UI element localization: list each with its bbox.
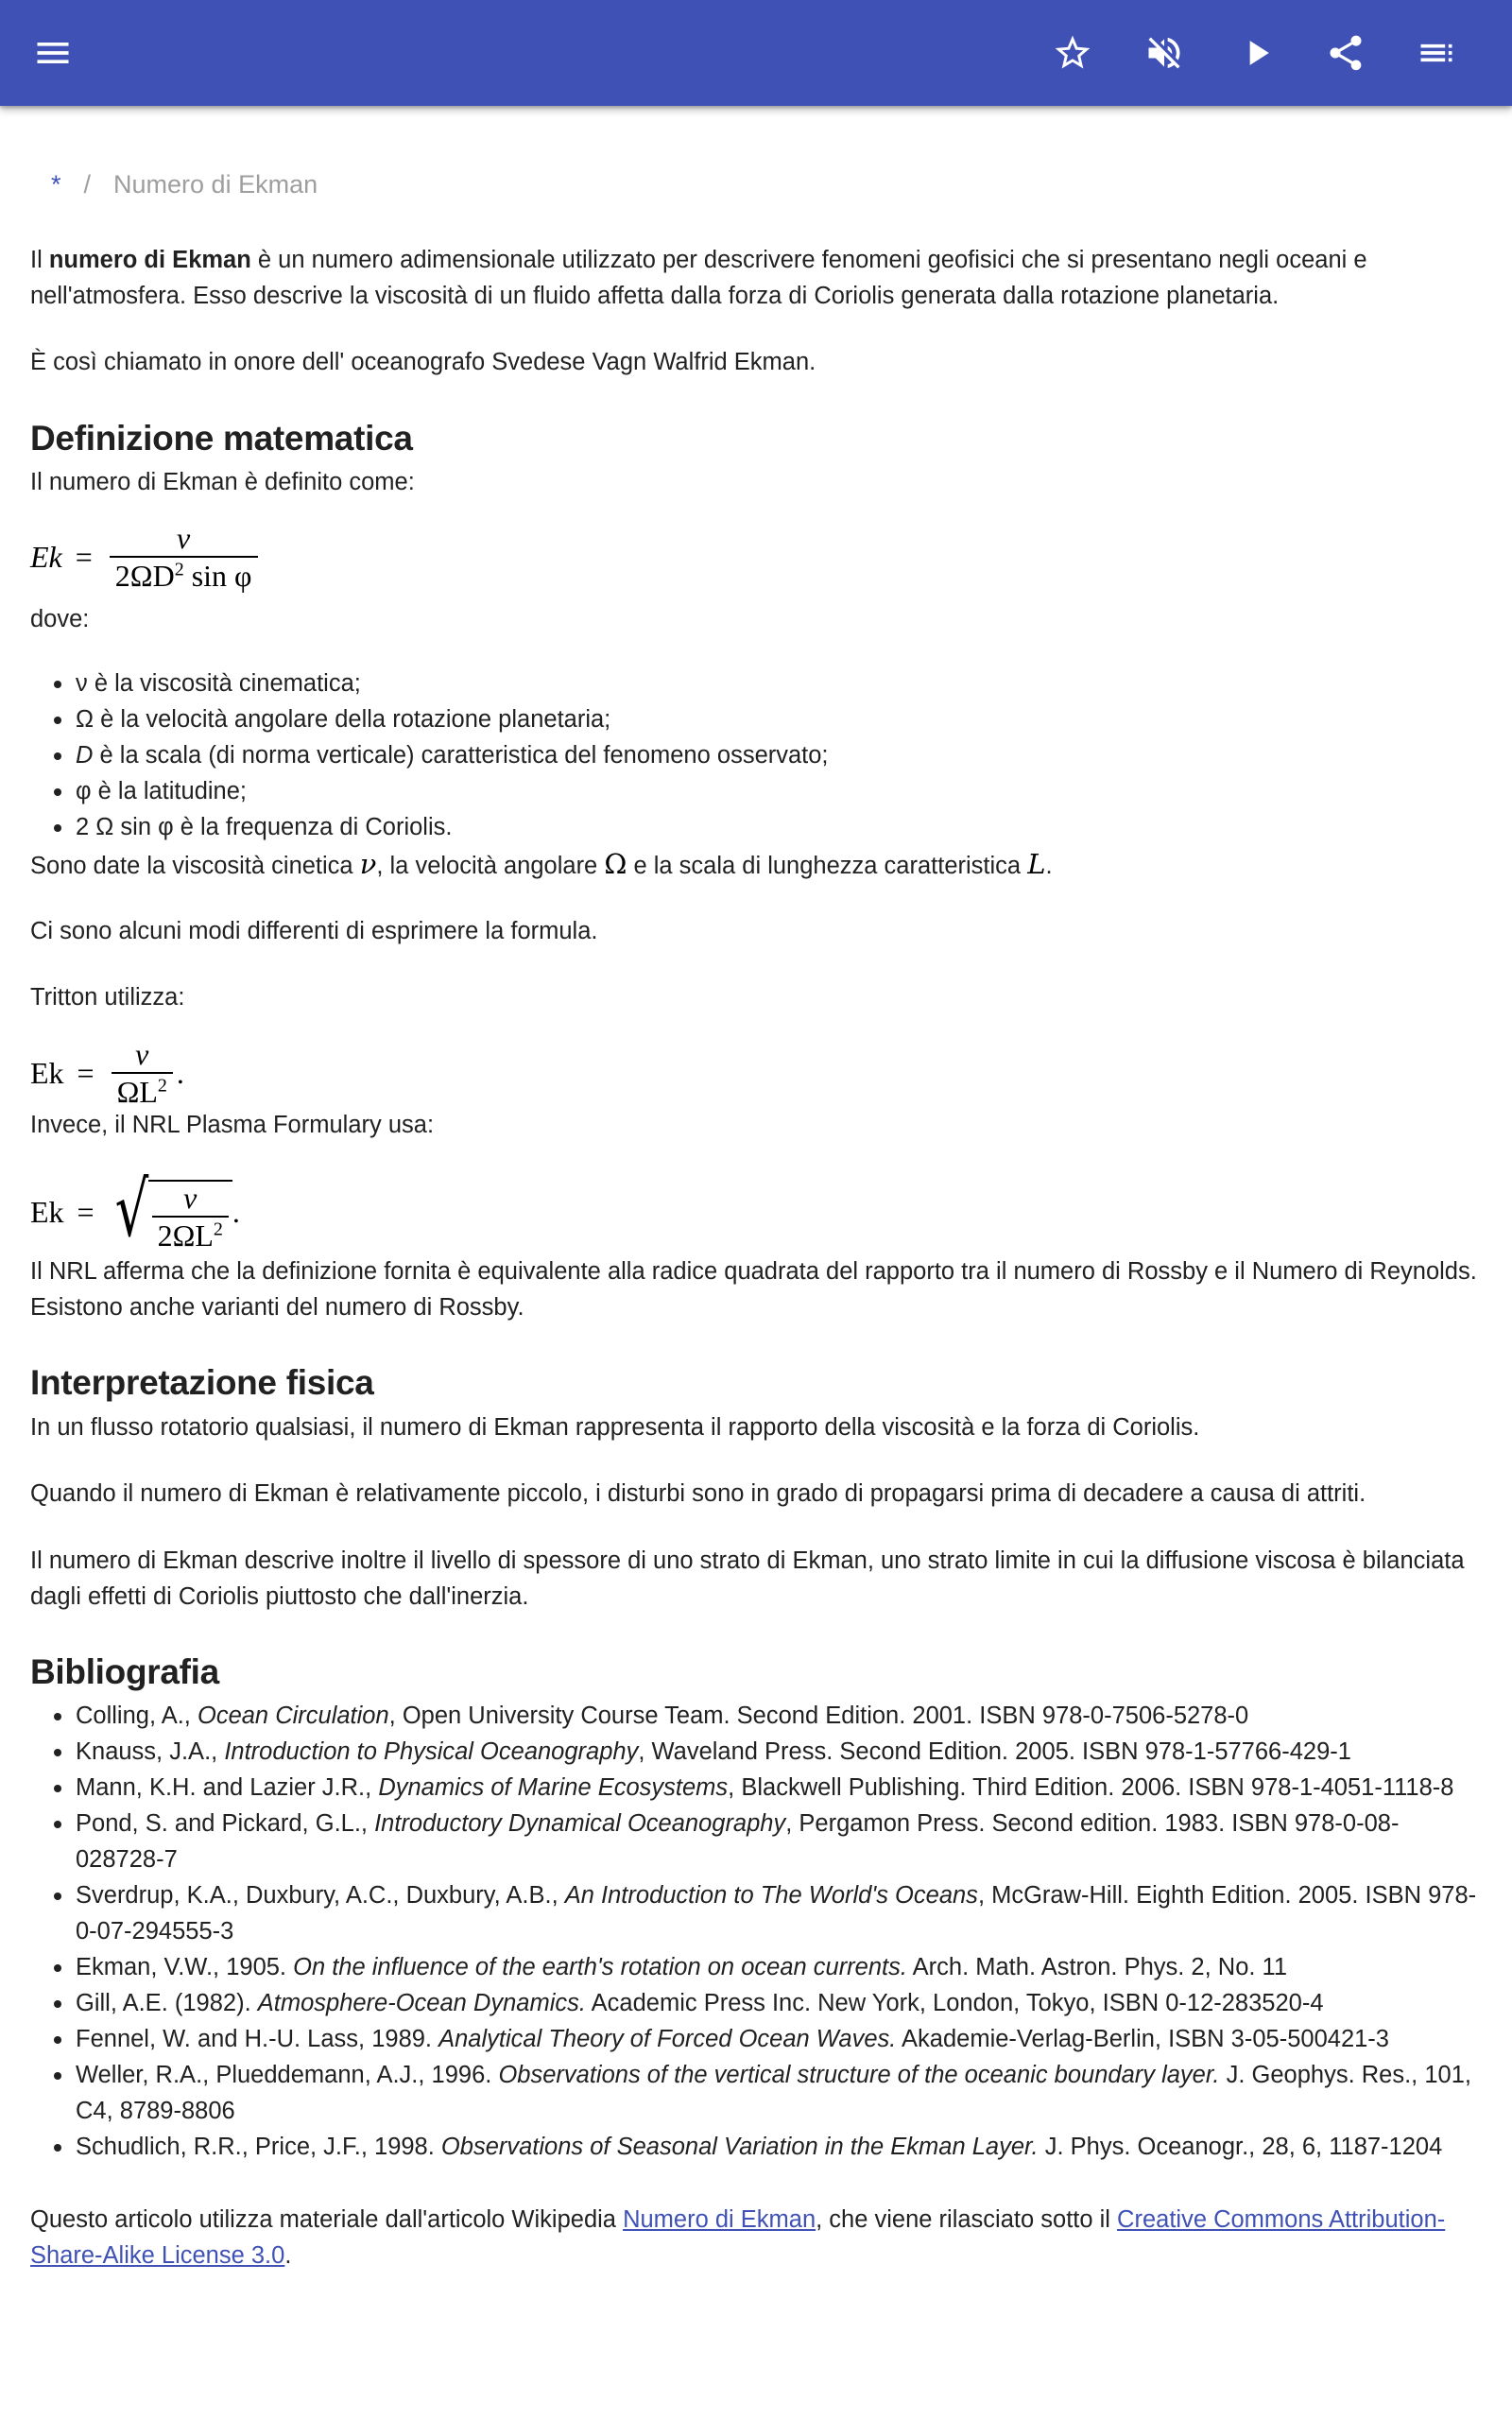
section-heading-interpretation: Interpretazione fisica	[30, 1363, 374, 1402]
formula-period: .	[176, 1055, 184, 1090]
symbol: 2 Ω sin φ	[76, 814, 174, 840]
denominator	[110, 556, 258, 592]
square-root	[108, 1166, 232, 1253]
text: .	[1045, 853, 1053, 879]
radical-sign: √	[114, 1166, 148, 1253]
reference-item	[30, 1949, 1486, 1985]
bold-term: numero di Ekman	[48, 247, 251, 273]
text: è la velocità angolare della rotazione planetaria;	[94, 706, 611, 733]
ref-title: Introductory Dynamical Oceanography	[374, 1810, 786, 1837]
bibliography-list	[30, 1698, 1486, 2165]
ref-details: Akademie-Verlag-Berlin, ISBN 3-05-500421-3	[896, 2026, 1389, 2052]
ref-authors: Sverdrup, K.A., Duxbury, A.C., Duxbury, A.B.,	[76, 1882, 565, 1909]
ref-title: Dynamics of Marine Ecosystems	[378, 1774, 729, 1801]
reference-item	[30, 1877, 1486, 1949]
ref-details: J. Geophys. Res., 101, C4, 8789-8806	[76, 2062, 1471, 2124]
nrl-intro-paragraph: Invece, il NRL Plasma Formulary usa:	[30, 1112, 435, 1138]
ref-authors: Mann, K.H. and Lazier J.R.,	[76, 1774, 379, 1801]
ref-authors: Fennel, W. and H.-U. Lass, 1989.	[76, 2026, 439, 2052]
symbol-L: L	[1027, 848, 1046, 880]
formula-equals: =	[75, 539, 93, 574]
den-text: sin φ	[183, 559, 252, 593]
star-outline-icon	[1052, 32, 1093, 74]
ref-details: , Blackwell Publishing. Third Edition. 2006. ISBN 978-1-4051-1118-8	[728, 1774, 1454, 1801]
ref-details: , Open University Course Team. Second Edition. 2001. ISBN 978-0-7506-5278-0	[388, 1703, 1249, 1729]
reference-item	[30, 1806, 1486, 1877]
symbol-omega: Ω	[604, 848, 627, 880]
ref-title: Introduction to Physical Oceanography	[224, 1738, 639, 1765]
reference-item	[30, 1698, 1486, 1734]
contents-button[interactable]	[1410, 26, 1463, 79]
numerator: ν	[177, 521, 191, 555]
symbol: D	[76, 742, 94, 769]
breadcrumb-home-link[interactable]: *	[51, 170, 61, 199]
ref-title: Ocean Circulation	[197, 1703, 389, 1729]
text: e la scala di lunghezza caratteristica	[627, 853, 1028, 879]
denominator	[112, 1072, 173, 1108]
ref-title: On the influence of the earth's rotation on ocean currents.	[293, 1954, 907, 1980]
text: è la latitudine;	[91, 778, 247, 804]
numerator: ν	[183, 1181, 198, 1215]
license-link[interactable]: Creative Commons Attribution-Share-Alike License 3.0	[30, 2206, 1446, 2269]
ref-authors: Weller, R.A., Plueddemann, A.J., 1996.	[76, 2062, 499, 2088]
den-exp: 2	[213, 1219, 223, 1240]
radicand	[148, 1180, 232, 1252]
interpretation-p1: In un flusso rotatorio qualsiasi, il numero di Ekman rappresenta il rapporto della viscosità e la forza di Coriolis.	[30, 1414, 1200, 1441]
variables-list	[30, 666, 1486, 845]
symbol: ν	[76, 670, 88, 697]
formula-nrl	[30, 1166, 240, 1253]
ref-details: , McGraw-Hill. Eighth Edition. 2005. ISBN 978-0-07-294555-3	[76, 1882, 1477, 1945]
ref-details: Arch. Math. Astron. Phys. 2, No. 11	[906, 1954, 1288, 1980]
menu-button[interactable]	[26, 26, 79, 79]
list-item	[30, 737, 1486, 773]
text: è la scala (di norma verticale) caratteristica del fenomeno osservato;	[93, 742, 829, 769]
den-text: 2ΩL	[157, 1219, 214, 1253]
interpretation-p3: Il numero di Ekman descrive inoltre il livello di spessore di uno strato di Ekman, uno strato limite in cui la diffusione viscosa è bilanciata dagli effetti di Coriolis piuttosto che dall'inerzia.	[30, 1547, 1465, 1610]
intro-paragraph	[30, 242, 1486, 314]
reference-item	[30, 2021, 1486, 2057]
text: , la velocità angolare	[376, 853, 605, 879]
formula-equals: =	[77, 1194, 94, 1229]
attribution-paragraph	[30, 2202, 1486, 2273]
reference-item	[30, 1770, 1486, 1806]
ref-authors: Pond, S. and Pickard, G.L.,	[76, 1810, 375, 1837]
formula-tritton	[30, 1038, 184, 1108]
reference-item	[30, 2057, 1486, 2129]
formula-lhs: Ek	[30, 1055, 64, 1090]
mute-button[interactable]	[1138, 26, 1191, 79]
reference-item	[30, 1734, 1486, 1770]
numerator: ν	[135, 1037, 149, 1071]
text: è la frequenza di Coriolis.	[173, 814, 453, 840]
text: Questo articolo utilizza materiale dall'articolo Wikipedia	[30, 2206, 624, 2233]
text: è un numero adimensionale utilizzato per descrivere fenomeni geofisici che si presentano negli oceani e nell'atmosfera. Esso descrive la viscosità di un fluido affetta dalla forza di Coriolis generata dalla rotazione planetaria.	[30, 247, 1367, 309]
definition-lead: Il numero di Ekman è definito come:	[30, 469, 415, 495]
volume-off-icon	[1143, 32, 1185, 74]
formula-equals: =	[77, 1055, 94, 1090]
breadcrumb-current: Numero di Ekman	[113, 170, 318, 199]
ref-title: Observations of the vertical structure of the oceanic boundary layer.	[498, 2062, 1220, 2088]
list-item	[30, 773, 1486, 809]
text: , che viene rilasciato sotto il	[816, 2206, 1118, 2233]
playlist-icon	[1416, 32, 1457, 74]
ref-title: Analytical Theory of Forced Ocean Waves.	[438, 2026, 897, 2052]
text: è la viscosità cinematica;	[87, 670, 361, 697]
ref-details: , Pergamon Press. Second edition. 1983. ISBN 978-0-08-028728-7	[76, 1810, 1400, 1873]
ref-authors: Colling, A.,	[76, 1703, 198, 1729]
given-paragraph	[30, 846, 1486, 884]
list-item	[30, 666, 1486, 701]
formula-lhs: Ek	[30, 1194, 64, 1229]
ref-details: Academic Press Inc. New York, London, Tokyo, ISBN 0-12-283520-4	[585, 1990, 1324, 2016]
list-item	[30, 701, 1486, 737]
breadcrumb	[51, 170, 318, 199]
breadcrumb-separator: /	[83, 170, 92, 199]
formula-ekman-definition	[30, 522, 262, 592]
where-label: dove:	[30, 606, 90, 632]
ref-title: Atmosphere-Ocean Dynamics.	[257, 1990, 586, 2016]
tritton-paragraph: Tritton utilizza:	[30, 984, 185, 1011]
interpretation-p2: Quando il numero di Ekman è relativamente piccolo, i disturbi sono in grado di propagarsi prima di decadere a causa di attriti.	[30, 1480, 1366, 1507]
play-button[interactable]	[1230, 26, 1283, 79]
list-item	[30, 809, 1486, 845]
wikipedia-article-link[interactable]: Numero di Ekman	[623, 2206, 816, 2233]
named-after-paragraph: È così chiamato in onore dell' oceanografo Svedese Vagn Walfrid Ekman.	[30, 349, 816, 375]
ref-authors: Ekman, V.W., 1905.	[76, 1954, 294, 1980]
play-icon	[1236, 32, 1278, 74]
den-exp: 2	[174, 559, 184, 580]
formula-fraction	[110, 522, 258, 592]
ref-details: , Waveland Press. Second Edition. 2005. ISBN 978-1-57766-429-1	[638, 1738, 1351, 1765]
ref-title: Observations of Seasonal Variation in the Ekman Layer.	[440, 2134, 1039, 2160]
text: .	[284, 2242, 292, 2269]
text: Sono date la viscosità cinetica	[30, 853, 360, 879]
den-text: 2ΩD	[114, 559, 175, 593]
symbol-nu: ν	[359, 848, 377, 880]
text: Il	[30, 247, 49, 273]
section-heading-bibliography: Bibliografia	[30, 1652, 219, 1691]
den-text: ΩL	[116, 1075, 158, 1109]
formula-period: .	[232, 1194, 240, 1229]
formula-fraction	[112, 1038, 173, 1108]
denominator	[152, 1216, 229, 1252]
reference-item	[30, 1985, 1486, 2021]
symbol: Ω	[76, 706, 94, 733]
menu-icon	[32, 32, 74, 74]
share-icon	[1325, 32, 1366, 74]
reference-item	[30, 2129, 1486, 2165]
ref-title: An Introduction to The World's Oceans	[564, 1882, 978, 1909]
share-button[interactable]	[1319, 26, 1372, 79]
ref-authors: Knauss, J.A.,	[76, 1738, 225, 1765]
formula-fraction	[152, 1182, 229, 1252]
ref-details: J. Phys. Oceanogr., 28, 6, 1187-1204	[1038, 2134, 1443, 2160]
den-exp: 2	[157, 1075, 167, 1097]
ref-authors: Schudlich, R.R., Price, J.F., 1998.	[76, 2134, 441, 2160]
section-heading-definition: Definizione matematica	[30, 419, 413, 458]
modes-paragraph: Ci sono alcuni modi differenti di esprimere la formula.	[30, 918, 598, 944]
nrl-note-paragraph: Il NRL afferma che la definizione fornita è equivalente alla radice quadrata del rapporto tra il numero di Rossby e il Numero di Reynolds. Esistono anche varianti del numero di Rossby.	[30, 1258, 1477, 1321]
symbol: φ	[76, 778, 92, 804]
ref-authors: Gill, A.E. (1982).	[76, 1990, 258, 2016]
app-bar	[0, 0, 1512, 106]
formula-lhs: Ek	[30, 539, 62, 574]
bookmark-button[interactable]	[1046, 26, 1099, 79]
